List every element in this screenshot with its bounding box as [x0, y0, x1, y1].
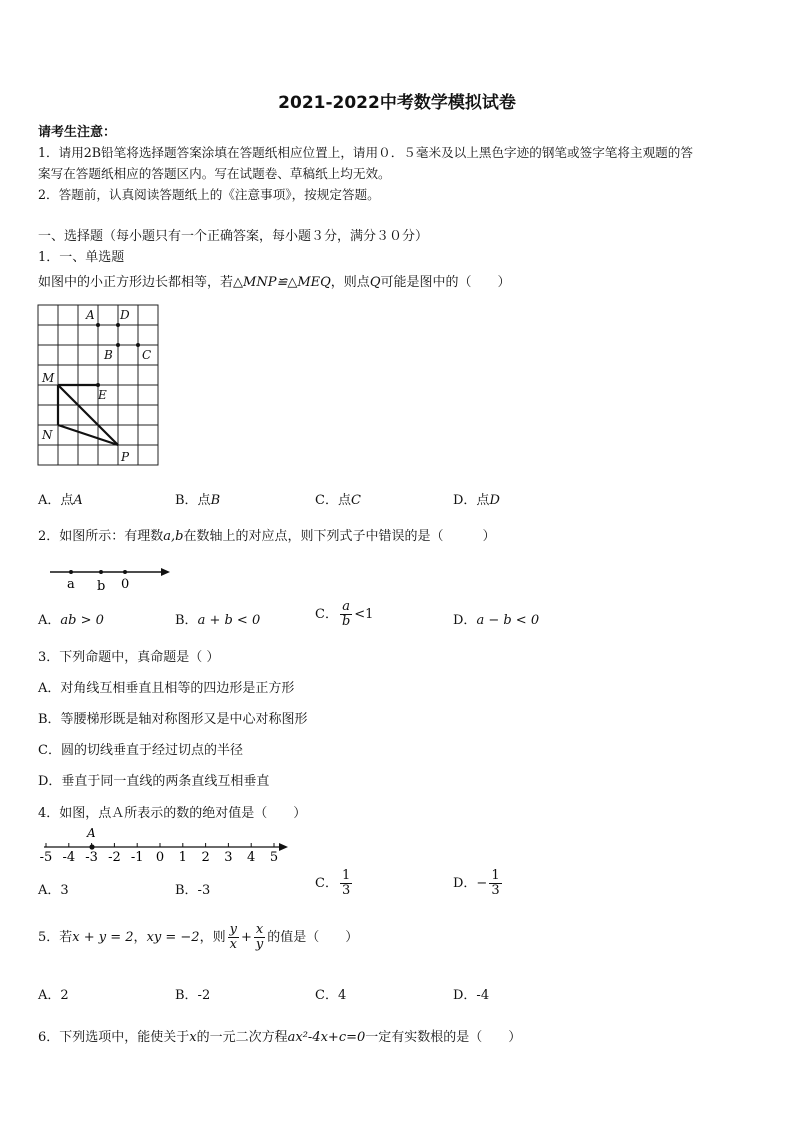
notice-heading: 请考生注意： — [38, 125, 117, 140]
point-b — [99, 570, 103, 574]
arrow-icon — [161, 568, 170, 576]
q1-stem-congruence: △MNP≌△MEQ — [233, 275, 331, 290]
point-a — [96, 323, 100, 327]
triangle-mnp — [58, 385, 118, 445]
q3-option-a[interactable]: A．对角线互相垂直且相等的四边形是正方形 — [38, 681, 295, 696]
label-zero: 0 — [121, 577, 130, 592]
q4-option-c-label: C． — [315, 876, 338, 891]
q1-option-c-var: C — [350, 493, 361, 508]
q1-option-d[interactable] — [453, 489, 500, 508]
q5-stem-eq2: xy = −2 — [146, 930, 200, 945]
point-b — [116, 343, 120, 347]
notice-item-1b: 案写在答题纸相应的答题区内。写在试题卷、草稿纸上均无效。 — [38, 166, 391, 181]
tick-label: -4 — [62, 850, 76, 865]
q5-stem-text-c: 的值是（ ） — [267, 930, 359, 945]
q5-option-b[interactable]: B．-2 — [175, 988, 211, 1003]
tick-label: -5 — [39, 850, 53, 865]
q2-stem-text-a: 2．如图所示：有理数 — [38, 529, 164, 544]
fraction-denominator: y — [255, 937, 264, 952]
q1-option-b-var: B — [210, 493, 221, 508]
q5-stem — [38, 923, 358, 952]
fraction-numerator: x — [254, 923, 265, 938]
label-a: A — [86, 308, 95, 322]
q2-option-c[interactable] — [315, 600, 373, 629]
q3-option-c[interactable]: C．圆的切线垂直于经过切点的半径 — [38, 743, 243, 758]
q2-option-a-label: A． — [38, 613, 61, 628]
q5-stem-eq1: x + y = 2 — [72, 930, 134, 945]
q2-option-c-label: C． — [315, 607, 338, 622]
fraction-numerator: a — [340, 600, 352, 615]
q5-plus: + — [240, 930, 252, 945]
q1-option-a-var: A — [73, 493, 83, 508]
q2-stem-vars: a,b — [163, 529, 184, 544]
q6-stem-x: x — [189, 1030, 197, 1045]
point-c — [136, 343, 140, 347]
q1-option-c-label: C．点 — [315, 493, 351, 508]
tick-label: -3 — [85, 850, 98, 865]
tick-label: -1 — [130, 850, 144, 865]
q2-option-b-math: a + b < 0 — [197, 613, 261, 628]
tick-label: 4 — [247, 850, 256, 865]
q5-option-a[interactable]: A．2 — [38, 988, 69, 1003]
q1-option-b[interactable] — [175, 489, 220, 508]
label-m: M — [42, 371, 55, 385]
q4-option-d[interactable] — [453, 869, 504, 898]
q2-option-a-math: ab > 0 — [60, 613, 104, 628]
fraction-numerator: 1 — [341, 868, 351, 883]
q4-option-d-label: D．− — [453, 876, 488, 891]
q6-stem-text-a: 6．下列选项中，能使关于 — [38, 1030, 190, 1045]
q2-option-a[interactable] — [38, 609, 104, 628]
q3-option-b[interactable]: B．等腰梯形既是轴对称图形又是中心对称图形 — [38, 712, 308, 727]
label-b: b — [97, 579, 106, 594]
q2-option-b-label: B． — [175, 613, 198, 628]
q3-stem: 3．下列命题中，真命题是（ ） — [38, 650, 220, 665]
q1-option-a[interactable] — [38, 489, 83, 508]
point-a — [89, 844, 94, 849]
point-zero — [123, 570, 127, 574]
q5-fraction-1 — [228, 923, 239, 952]
q6-stem-text-c: 一定有实数根的是（ ） — [365, 1030, 522, 1045]
notice-item-2: 2．答题前，认真阅读答题纸上的《注意事项》，按规定答题。 — [38, 187, 380, 202]
q1-grid-figure — [36, 303, 160, 469]
fraction-numerator: 1 — [491, 868, 500, 883]
q6-stem-text-b: 的一元二次方程 — [196, 1030, 288, 1045]
q3-option-d[interactable]: D．垂直于同一直线的两条直线互相垂直 — [38, 774, 270, 789]
fraction-denominator: x — [229, 937, 237, 952]
q2-option-d[interactable] — [453, 609, 539, 628]
fraction-denominator: 3 — [491, 883, 500, 898]
q6-stem-equation: ax²-4x+c=0 — [287, 1030, 366, 1045]
q4-option-d-fraction — [489, 869, 501, 898]
label-p: P — [121, 450, 130, 464]
tick-label: 0 — [155, 850, 165, 865]
label-e: E — [98, 388, 107, 402]
arrow-icon — [279, 843, 288, 851]
point-a — [69, 570, 73, 574]
q2-stem — [38, 525, 496, 544]
tick-label: -2 — [108, 850, 121, 865]
q2-option-d-label: D． — [453, 613, 477, 628]
q1-stem-text-b: ，则点 — [330, 275, 370, 290]
tick-label: 1 — [178, 850, 187, 865]
q4-option-c-fraction — [340, 869, 352, 898]
tick-label: 3 — [224, 850, 233, 865]
q1-stem-text-c: 可能是图中的（ ） — [380, 275, 511, 290]
fraction-denominator: 3 — [341, 883, 351, 898]
section-heading: 一、选择题（每小题只有一个正确答案，每小题３分，满分３０分） — [38, 229, 429, 244]
q4-stem: 4．如图，点Ａ所表示的数的绝对值是（ ） — [38, 806, 307, 821]
point-a-label: A — [87, 826, 96, 840]
label-n: N — [42, 428, 53, 442]
q5-stem-sep: ， — [133, 930, 147, 945]
q1-option-a-label: A．点 — [38, 493, 74, 508]
q6-stem — [38, 1026, 521, 1045]
q1-stem-q: Q — [369, 275, 381, 290]
q1-stem — [38, 271, 511, 290]
page-title: 2021-2022中考数学模拟试卷 — [278, 93, 516, 113]
fraction-numerator: y — [229, 922, 237, 937]
q5-stem-text-b: ，则 — [199, 930, 226, 945]
q4-option-c[interactable] — [315, 869, 354, 898]
label-d: D — [120, 308, 130, 322]
q2-stem-text-b: 在数轴上的对应点，则下列式子中错误的是（ ） — [183, 529, 496, 544]
q1-option-c[interactable] — [315, 489, 361, 508]
q2-option-b[interactable] — [175, 609, 260, 628]
q4-option-b[interactable]: B．-3 — [175, 883, 211, 898]
q2-option-d-math: a − b < 0 — [476, 613, 540, 628]
q2-number-line — [46, 562, 176, 594]
tick-label: 2 — [201, 850, 210, 865]
q2-option-c-rest: <1 — [354, 607, 374, 622]
q5-fraction-2 — [254, 923, 265, 952]
q5-option-d[interactable]: D．-4 — [453, 988, 490, 1003]
tick-label: 5 — [269, 850, 279, 865]
q2-option-c-fraction — [340, 600, 352, 629]
q4-number-line — [34, 825, 294, 867]
label-c: C — [142, 348, 152, 362]
q5-option-c[interactable]: C．4 — [315, 988, 347, 1003]
q5-stem-text-a: 5．若 — [38, 930, 73, 945]
notice-item-1a: 1．请用2B铅笔将选择题答案涂填在答题纸相应位置上，请用０．５毫米及以上黑色字迹的钢笔或签字笔将主观题的答 — [38, 145, 693, 160]
q1-option-d-var: D — [489, 493, 500, 508]
point-d — [116, 323, 120, 327]
q4-option-a[interactable]: A．3 — [38, 883, 69, 898]
q1-option-b-label: B．点 — [175, 493, 211, 508]
section-subheading: 1．一、单选题 — [38, 250, 125, 265]
q1-stem-text-a: 如图中的小正方形边长都相等，若 — [38, 275, 234, 290]
fraction-denominator: b — [341, 614, 351, 629]
label-b: B — [104, 348, 113, 362]
point-e — [96, 383, 100, 387]
q1-option-d-label: D．点 — [453, 493, 490, 508]
label-a: a — [67, 577, 75, 592]
